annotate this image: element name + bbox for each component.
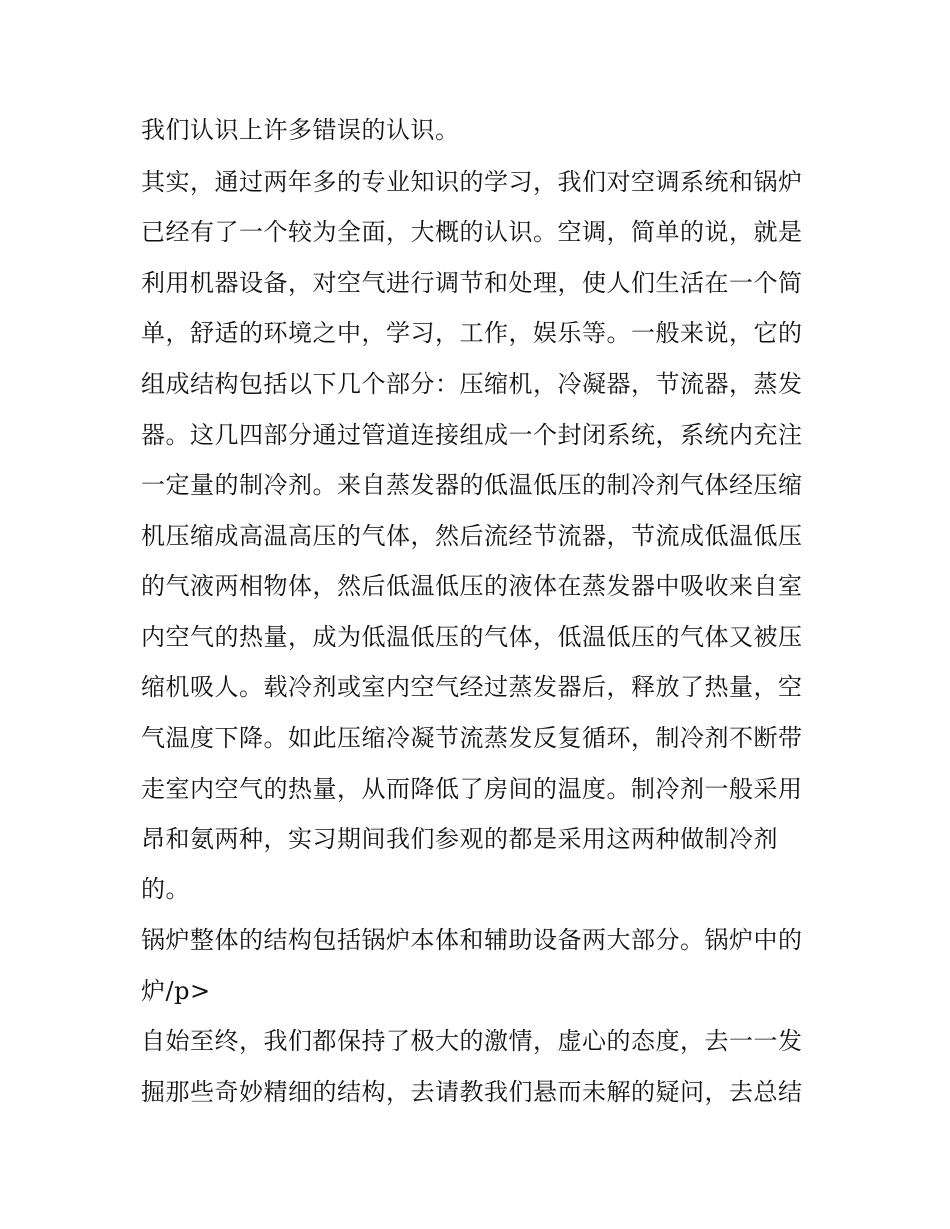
text-line: 我们认识上许多错误的认识。 <box>141 116 460 144</box>
text-line: 单，舒适的环境之中，学习，工作，娱乐等。一般来说，它的 <box>141 319 803 347</box>
text-line: 走室内空气的热量，从而降低了房间的温度。制冷剂一般采用 <box>141 775 803 803</box>
text-line: 组成结构包括以下几个部分：压缩机，冷凝器，节流器，蒸发 <box>141 370 803 398</box>
text-line: 内空气的热量，成为低温低压的气体，低温低压的气体又被压 <box>141 623 803 651</box>
text-line: 一定量的制冷剂。来自蒸发器的低温低压的制冷剂气体经压缩 <box>141 471 803 499</box>
text-line: 自始至终，我们都保持了极大的激情，虚心的态度，去一一发 <box>141 1027 803 1055</box>
text-line: 其实，通过两年多的专业知识的学习，我们对空调系统和锅炉 <box>141 168 803 196</box>
text-line: 器。这几四部分通过管道连接组成一个封闭系统，系统内充注 <box>141 421 803 449</box>
text-line: 昂和氨两种，实习期间我们参观的都是采用这两种做制冷剂 <box>141 825 778 853</box>
text-line: 缩机吸人。载冷剂或室内空气经过蒸发器后，释放了热量，空 <box>141 673 803 701</box>
text-line: 机压缩成高温高压的气体，然后流经节流器，节流成低温低压 <box>141 522 803 550</box>
text-line: 气温度下降。如此压缩冷凝节流蒸发反复循环，制冷剂不断带 <box>141 724 803 752</box>
text-line: 的。 <box>141 875 190 903</box>
text-line: 掘那些奇妙精细的结构，去请教我们悬而未解的疑问，去总结 <box>141 1078 803 1106</box>
text-line: 利用机器设备，对空气进行调节和处理，使人们生活在一个简 <box>141 269 803 297</box>
text-line: 炉/p> <box>141 977 211 1005</box>
text-line: 锅炉整体的结构包括锅炉本体和辅助设备两大部分。锅炉中的 <box>141 926 803 954</box>
text-line: 的气液两相物体，然后低温低压的液体在蒸发器中吸收来自室 <box>141 572 803 600</box>
text-line: 已经有了一个较为全面，大概的认识。空调，简单的说，就是 <box>141 218 803 246</box>
